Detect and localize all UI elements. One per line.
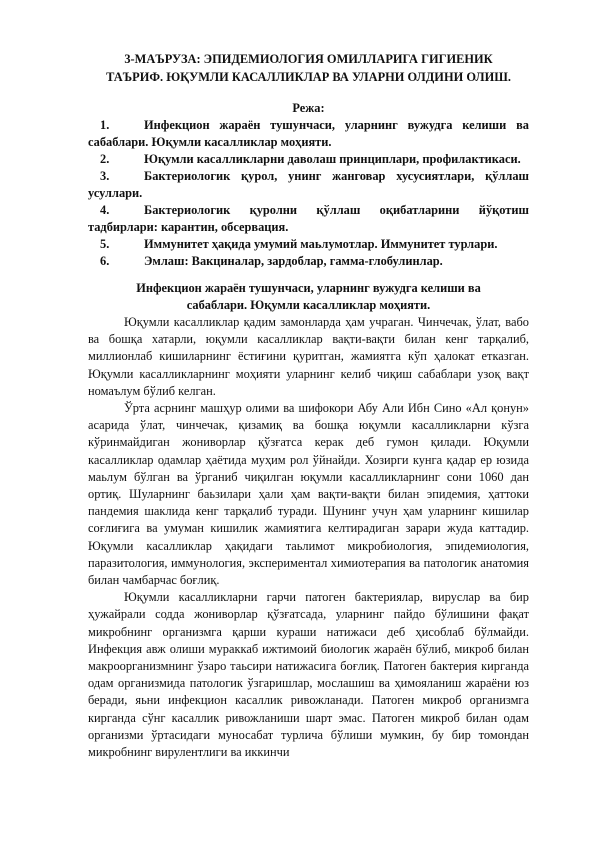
- body-paragraph: Ўрта асрнинг машҳур олими ва шифокори Абу Али Ибн Сино «Ал қонун» асарида ўлат, чинчечак, қизамиқ ва бошқа юқумли касалликларни кўзга кўринмайдиган жониворлар қўзғатса керак деб гумон қилади. Юқумли касалликлар одамлар ҳаётида муҳим рол ўйнайди. Хозирги кунга қадар ер юзида маьлум бўлган ва ўрганиб чиқилган юқумли касалликларнинг сони 1060 дан ортиқ. Шуларнинг баьзилари ҳали ҳам вақти-вақти билан эпидемия, ҳаттоки пандемия шаклида кенг тарқалиб туради. Шунинг учун ҳам уларнинг кишилар соғлиғига ва умуман кишилик жамиятига келтирадиган зарари жуда каттадир. Юқумли касалликлар ҳақидаги таьлимот микробиология, эпидемиология, паразитология, иммунология, экспериментал химиотерапия ва патологик анатомия билан чамбарчас боғлиқ.: [88, 401, 529, 588]
- section-heading-line-2: сабаблари. Юқумли касалликлар моҳияти.: [186, 298, 431, 312]
- plan-item: [88, 117, 529, 151]
- plan-item-number: 6.: [100, 254, 110, 268]
- lecture-title-line-1: 3-МАЪРУЗА: ЭПИДЕМИОЛОГИЯ ОМИЛЛАРИГА ГИГИЕНИК: [124, 52, 493, 66]
- plan-item-number: 3.: [100, 169, 110, 183]
- plan-item-text: Инфекцион жараён тушунчаси, уларнинг вужудга келиши ва сабаблари. Юқумли касалликлар моҳияти.: [88, 118, 529, 149]
- plan-heading: Режа:: [292, 101, 325, 115]
- plan-item: [88, 151, 529, 168]
- lecture-title-line-2: ТАЪРИФ. ЮҚУМЛИ КАСАЛЛИКЛАР ВА УЛАРНИ ОЛДИНИ ОЛИШ.: [106, 70, 511, 84]
- plan-item-number: 1.: [100, 118, 110, 132]
- body-paragraph: Юқумли касалликларни гарчи патоген бактериялар, вируслар ва бир ҳужайрали содда жониворлар қўзғатсада, уларнинг пайдо бўлишини фақат микробнинг организмга қарши кураши натижаси деб ҳисоблаб бўлмайди. Инфекция авж олиши мураккаб ижтимоий биологик жараён бўлиб, микроб билан макроорганизмнинг ўзаро таьсири натижасига боғлиқ. Патоген бактерия кирганда одам организмида патологик ўзгаришлар, мослашиш ва ҳимояланиш жараёни юз беради, яьни инфекцион касаллик ривожланади. Патоген микроб организмга кирганда сўнг касаллик ривожланиши шарт эмас. Патоген микроб билан одам организми ўртасидаги муносабат турлича бўлиши мумкин, бу бир томондан микробнинг вирулентлиги ва иккинчи: [88, 590, 529, 760]
- body-paragraph: Юқумли касалликлар қадим замонларда ҳам учраган. Чинчечак, ўлат, вабо ва бошқа хатарли, юқумли касалликлар вақти-вақти билан кенг тарқалиб, миллионлаб кишиларнинг ёстиғини қуритган, жамиятга кўп ҳалокат етказган. Юқумли касалликларнинг моҳияти уларнинг келиб чиқиш сабаблари узоқ вақт номаълум бўлиб келган.: [88, 315, 529, 398]
- plan-item: [88, 253, 529, 270]
- plan-item-text: Иммунитет ҳақида умумий маьлумотлар. Иммунитет турлари.: [144, 237, 498, 251]
- section-heading-line-1: Инфекцион жараён тушунчаси, уларнинг вужудга келиши ва: [136, 281, 481, 295]
- document-page: [88, 50, 529, 761]
- plan-item-text: Эмлаш: Вакциналар, зардоблар, гамма-глобулинлар.: [144, 254, 443, 268]
- plan-item-text: Бактериологик қурол, унинг жанговар хусусиятлари, қўллаш усуллари.: [88, 169, 529, 200]
- lecture-title: [88, 50, 529, 86]
- plan-item-text: Бактериологик қуролни қўллаш оқибатларини йўқотиш тадбирлари: карантин, обсервация.: [88, 203, 529, 234]
- plan-list: [88, 117, 529, 270]
- section-heading: [88, 280, 529, 314]
- plan-item-number: 2.: [100, 152, 110, 166]
- plan-item-number: 4.: [100, 203, 110, 217]
- plan-item: [88, 236, 529, 253]
- plan-item-text: Юқумли касалликларни даволаш принциплари, профилактикаси.: [144, 152, 521, 166]
- plan-item-number: 5.: [100, 237, 110, 251]
- plan-item: [88, 202, 529, 236]
- plan-item: [88, 168, 529, 202]
